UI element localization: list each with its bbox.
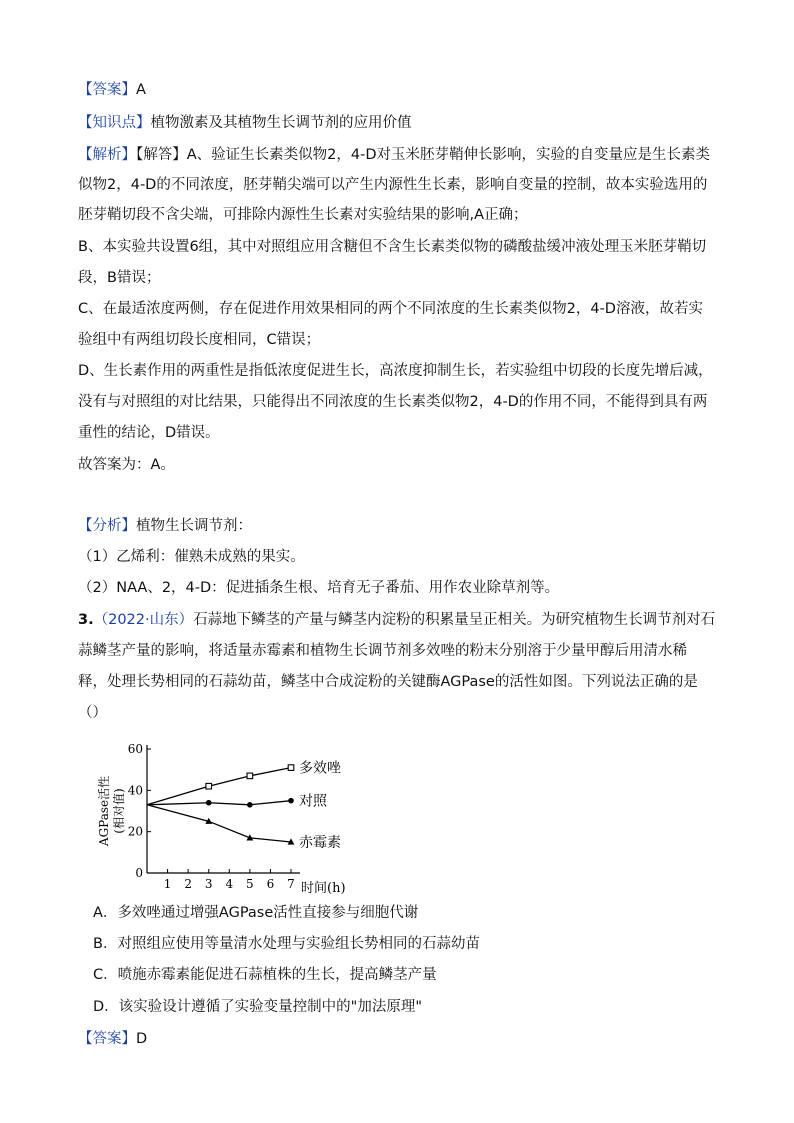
analysis-line-3: 胚芽鞘切段不含尖端，可排除内源性生长素对实验结果的影响,A正确； xyxy=(78,207,528,223)
data-point xyxy=(247,773,253,779)
analysis-line-6: C、在最适浓度两侧，存在促进作用效果相同的两个不同浓度的生长素类似物2，4-D溶液，故若实 xyxy=(78,301,703,317)
fenxi-text: 植物生长调节剂： xyxy=(136,518,252,534)
x-tick-label: 3 xyxy=(204,877,213,891)
answer-value: A xyxy=(136,82,146,98)
agpase-chart xyxy=(90,735,370,895)
fenxi-line xyxy=(78,516,728,536)
fenxi-tag: 【分析】 xyxy=(78,518,136,534)
x-tick-label: 2 xyxy=(184,877,192,891)
option-d: D．该实验设计遵循了实验变量控制中的"加法原理" xyxy=(93,999,423,1015)
analysis-line-2: 似物2，4-D的不同浓度，胚芽鞘尖端可以产生内源性生长素，影响自变量的控制，故本实验选用的 xyxy=(78,177,708,193)
data-point xyxy=(288,798,294,804)
question-3-line-2: 蒜鳞茎产量的影响，将适量赤霉素和植物生长调节剂多效唑的粉末分别溶于少量甲醇后用清水稀 xyxy=(78,643,687,659)
solution-tag: 【解答】 xyxy=(136,147,187,163)
data-point xyxy=(206,800,212,806)
question-3-line-1 xyxy=(78,610,728,630)
y-tick-label: 0 xyxy=(135,866,143,880)
question-number: 3. xyxy=(78,612,94,628)
x-tick-label: 6 xyxy=(266,877,275,891)
question-text: 石蒜地下鳞茎的产量与鳞茎内淀粉的积累量呈正相关。为研究植物生长调节剂对石 xyxy=(193,612,716,628)
question-source: （2022·山东） xyxy=(93,612,194,628)
series-line xyxy=(147,805,291,842)
series-line xyxy=(147,768,291,805)
analysis-line-8: D、生长素作用的两重性是指低浓度促进生长，高浓度抑制生长，若实验组中切段的长度先增后减， xyxy=(78,363,713,379)
option-c: C．喷施赤霉素能促进石蒜植株的生长，提高鳞茎产量 xyxy=(93,967,437,983)
analysis-line-10: 重性的结论，D错误。 xyxy=(78,425,220,441)
knowledge-point-text: 植物激素及其植物生长调节剂的应用价值 xyxy=(150,115,412,131)
fenxi-item-2: （2）NAA、2，4-D：促进插条生根、培育无子番茄、用作农业除草剂等。 xyxy=(78,580,560,596)
analysis-line-5: 段，B错误； xyxy=(78,270,161,286)
x-tick-label: 4 xyxy=(225,877,234,891)
analysis-line-9: 没有与对照组的对比结果，只能得出不同浓度的生长素类似物2，4-D的作用不同，不能得到具有两 xyxy=(78,394,708,410)
y-tick-label: 20 xyxy=(127,824,143,839)
answer-tag-2: 【答案】 xyxy=(78,1031,136,1047)
y-tick-label: 40 xyxy=(127,783,143,798)
y-axis-label: AGPase活性 xyxy=(97,775,111,847)
option-a: A．多效唑通过增强AGPase活性直接参与细胞代谢 xyxy=(93,905,419,921)
y-tick-label: 60 xyxy=(127,742,143,756)
series-label: 赤霉素 xyxy=(299,835,341,851)
x-axis-label: 时间(h) xyxy=(301,881,346,895)
data-point xyxy=(247,802,253,808)
analysis-text: A、验证生长素类似物2，4-D对玉米胚芽鞘伸长影响，实验的自变量应是生长素类 xyxy=(186,147,711,163)
answer-value-2: D xyxy=(136,1031,148,1047)
series-label: 多效唑 xyxy=(299,760,341,777)
x-tick-label: 7 xyxy=(287,877,295,891)
analysis-line-11: 故答案为：A。 xyxy=(78,457,175,473)
fenxi-item-1: （1）乙烯利：催熟未成熟的果实。 xyxy=(78,549,305,565)
answer-tag: 【答案】 xyxy=(78,82,136,98)
series-label: 对照 xyxy=(299,793,327,810)
y-axis-label-unit: (相对值) xyxy=(112,788,126,834)
x-tick-label: 5 xyxy=(246,877,254,891)
question-3-line-3: 释，处理长势相同的石蒜幼苗，鳞茎中合成淀粉的关键酶AGPase的活性如图。下列说法正确的是 xyxy=(78,674,698,690)
analysis-line-4: B、本实验共设置6组，其中对照组应用含糖但不含生长素类似物的磷酸盐缓冲液处理玉米胚芽鞘切 xyxy=(78,239,707,255)
answer-line xyxy=(78,80,728,100)
analysis-line-7: 验组中有两组切段长度相同，C错误； xyxy=(78,332,321,348)
data-point xyxy=(288,765,294,771)
analysis-tag: 【解析】 xyxy=(78,147,136,163)
analysis-line-1 xyxy=(78,145,728,165)
question-3-line-4: （） xyxy=(78,705,107,721)
data-point xyxy=(206,783,212,789)
x-tick-label: 1 xyxy=(163,877,172,891)
knowledge-point-line xyxy=(78,113,728,133)
answer-line-2 xyxy=(78,1029,728,1049)
knowledge-point-tag: 【知识点】 xyxy=(78,115,151,131)
option-b: B．对照组应使用等量清水处理与实验组长势相同的石蒜幼苗 xyxy=(93,936,480,952)
series-line xyxy=(147,801,291,805)
